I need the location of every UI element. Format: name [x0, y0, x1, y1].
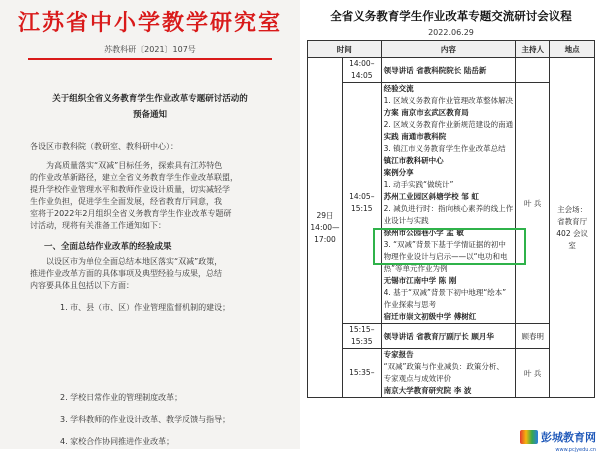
- host-cell: [516, 58, 550, 83]
- red-divider: [28, 58, 272, 60]
- table-row: [308, 58, 595, 83]
- table-header-row: [308, 41, 595, 58]
- time-slot: 15:35–: [342, 349, 381, 398]
- header-host: 主持人: [516, 41, 550, 58]
- notice-title-line2: 预备通知: [132, 110, 167, 120]
- list-item: 4. 家校合作协同推进作业改革；: [60, 437, 175, 446]
- section-paragraph: 以设区市为单位全面总结本地区落实“双减”政策， 推进作业改革方面的具体事项及典型经验与成果，总结 内容要具体且包括以下方面：: [30, 257, 223, 290]
- header-location: 地点: [550, 41, 595, 58]
- location-cell: 主会场： 省教育厅 402 会议 室: [550, 58, 595, 398]
- agenda-item: 领导讲话 省教科院院长 陆岳新: [381, 58, 516, 83]
- agenda-item: 领导讲话 省教育厅副厅长 顾月华: [381, 324, 516, 349]
- time-slot: 15:15– 15:35: [342, 324, 381, 349]
- list-item: 2. 学校日常作业的管理制度改革；: [60, 393, 183, 402]
- watermark-logo-icon: [520, 430, 538, 444]
- agenda-date: 2022.06.29: [428, 28, 474, 37]
- watermark-name: 彭城教育网: [541, 431, 596, 444]
- list-item: 3. 学科教师的作业设计改革、教学反馈与指导；: [60, 415, 231, 424]
- highlight-box: [373, 228, 526, 265]
- host-cell: 顾春明: [516, 324, 550, 349]
- agenda-item: 经验交流 1. 区域义务教育作业管理改革整体解决 方案 南京市玄武区教育局 2. 区域义务教育作业新规范建设的南通 实践 南通市教科院 3. 镇江市义务教育学生作业改革总结 镇江市教科研中心 案例分享 1. 动手实践“做统计” 苏州工业园区斜塘学校 邹 虹 2. 减负进行时：指向核心素养的线上作 业设计与实践 徐州市公园巷小学 孟 敏 3. “双减”背景下基于学情证据的初中 物理作业设计与启示——以“电功和电 热”等单元作业为例 无锡市江南中学 陈 刚 4. 基于“双减”背景下初中地理“绘本” 作业探索与思考 宿迁市崇文初级中学 傅树红: [381, 83, 516, 324]
- watermark: [520, 429, 596, 453]
- addressee: 各设区市教科院（教研室、教科研中心）：: [30, 142, 178, 151]
- agenda-title: 全省义务教育学生作业改革专题交流研讨会议程: [330, 9, 572, 23]
- watermark-url: www.pcjyedu.cn: [555, 447, 596, 453]
- agenda-table: [307, 40, 595, 398]
- header-time: 时间: [308, 41, 382, 58]
- intro-paragraph: 为高质量落实“双减”目标任务，探索具有江苏特色 的作业改革新路径，建立全省义务教育学生作业改革联盟， 提升学校作业管理水平和教师作业设计质量，切实减轻学 生作业负担，促进学生全面发展，经省教育厅同意，我 室将于2022年2月组织全省义务教育学生作业改革专题研 讨活动，现将有关准备工作通知如下：: [30, 161, 238, 230]
- issuer-header: 江苏省中小学教学研究室: [17, 10, 282, 36]
- agenda-document: [302, 0, 600, 453]
- time-slot: 14:05– 15:15: [342, 83, 381, 324]
- document-number: 苏教科研〔2021〕107号: [104, 45, 196, 54]
- header-content: 内容: [381, 41, 516, 58]
- agenda-item: 专家报告 “双减”政策与作业减负：政策分析、 专家观点与成效评价 南京大学教育研究院 李 波: [381, 349, 516, 398]
- date-cell: 29日 14:00— 17:00: [308, 58, 343, 398]
- time-slot: 14:00– 14:05: [342, 58, 381, 83]
- list-item: 1. 市、县（市、区）作业管理监督机制的建设；: [60, 303, 231, 312]
- section-heading: 一、全面总结作业改革的经验成果: [44, 242, 172, 252]
- notice-title-line1: 关于组织全省义务教育学生作业改革专题研讨活动的: [52, 94, 248, 104]
- host-cell: 叶 兵: [516, 83, 550, 324]
- notice-document: [0, 0, 300, 449]
- host-cell: 叶 兵: [516, 349, 550, 398]
